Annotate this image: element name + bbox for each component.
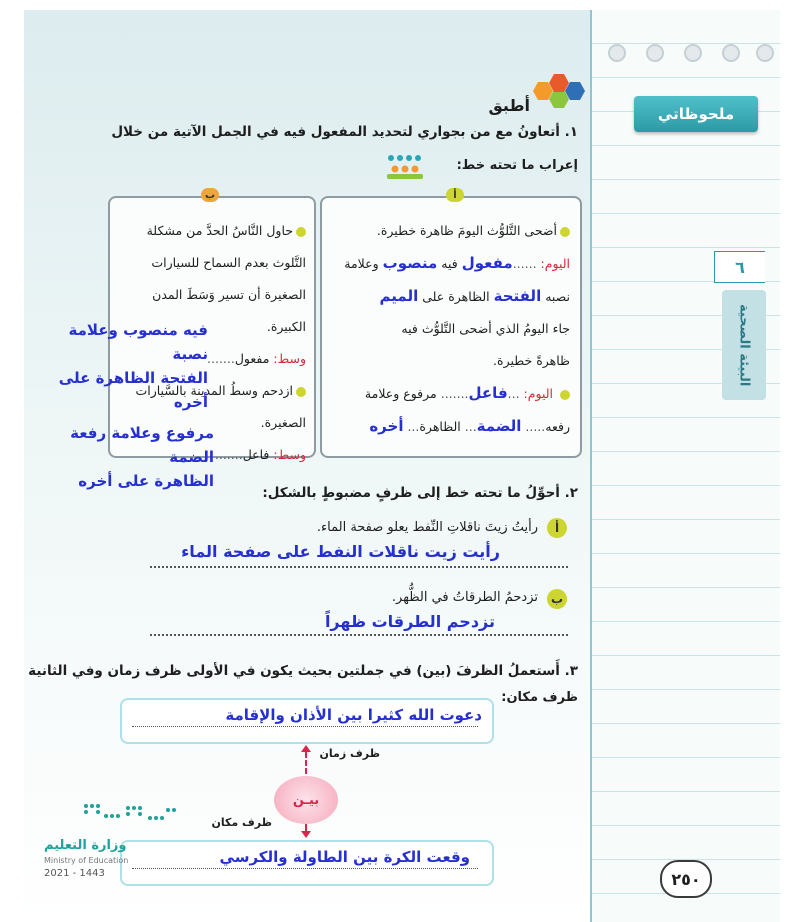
- card-a-sentence-1: أضحى التَّلوُّث اليومَ ظاهرة خطيرة.: [376, 223, 557, 238]
- card-a-answer-akhirih: أخره: [369, 417, 404, 435]
- handwritten-note-1: [48, 318, 208, 414]
- group-work-icon: [383, 152, 427, 180]
- q3-answer-1: دعوت الله كثيرا بين الأذان والإقامة: [225, 706, 482, 724]
- handwritten-note-2-line1: مرفوع وعلامة رفعة الضمة: [70, 424, 214, 466]
- handwritten-note-1-line1: فيه منصوب وعلامة نصبة: [68, 321, 208, 363]
- answer-line: [150, 566, 568, 568]
- card-a-text: نصبه: [545, 289, 570, 304]
- answer-line: [132, 868, 478, 869]
- card-b-sentence-1-l2: التَّلوث بعدم السماح للسيارات: [151, 255, 306, 270]
- unit-label: [722, 290, 766, 400]
- label-time-adverb: ظرف زمان: [319, 747, 380, 760]
- unit-name: البيئة الصحية: [736, 303, 752, 387]
- q2b-sentence: تزدحمُ الطرقاتُ في الظُّهر.: [391, 590, 538, 605]
- binder-ring: [722, 44, 740, 62]
- card-a-content: أضحى التَّلوُّث اليومَ ظاهرة خطيرة. اليوم: ......مفعول فيه منصوب وعلامة نصبه الفتحة الظاهرة على الميم جاء اليومُ الذي أضحى التَّلوُّث فيه ظاهرةً خطيرة. اليوم: ...فاعل....... مرفوع وعلامة رفعه..... الضمة... الظاهرة... أخره: [328, 215, 570, 443]
- card-a-word-1: اليوم:: [540, 256, 570, 271]
- binder-ring: [684, 44, 702, 62]
- edition-year: 2021 - 1443: [44, 868, 105, 879]
- q1-instruction: ١. أتعاونُ مع من بجواري لتحديد المفعول فيه في الجمل الآتية من خلال: [111, 124, 578, 140]
- card-b-word-1: وسط:: [273, 351, 306, 366]
- answer-line: [150, 634, 568, 636]
- card-b-word-2: وسط:: [273, 447, 306, 462]
- card-b-content: حاول النَّاسُ الحدَّ من مشكلة التَّلوث بعدم السماح للسيارات الصغيرة أن تسير وَسَطَ المدن الكبيرة. وسط: مفعول....... ازدحم وسطُ المدينة بالسَّيارات الصغيرة. وسط: فاعل.......: [114, 215, 306, 471]
- card-a-answer-damma: الضمة: [476, 417, 522, 435]
- q3-instruction-2: ظرف مكان:: [501, 690, 578, 705]
- card-b-text: مفعول: [234, 351, 270, 366]
- label-place-adverb: ظرف مكان: [211, 816, 272, 829]
- card-b-sentence-2: ازدحم وسطُ المدينة بالسَّيارات: [135, 383, 293, 398]
- card-a-text: رفعه: [545, 419, 570, 434]
- page-number: ٢٥٠: [660, 860, 712, 898]
- q2a-sentence: رأيتُ زيتَ ناقلاتِ النِّفط يعلو صفحة الماء.: [316, 520, 538, 535]
- card-a-sentence-2: جاء اليومُ الذي أضحى التَّلوُّث فيه: [401, 321, 570, 336]
- card-a-answer-mansoob: منصوب: [382, 254, 438, 272]
- arrow-down-icon: [301, 831, 311, 838]
- card-b-sentence-1: حاول النَّاسُ الحدَّ من مشكلة: [146, 223, 293, 238]
- card-a-answer-faael: فاعل: [468, 384, 508, 402]
- card-a-text: الظاهرة: [419, 419, 461, 434]
- q1-instruction-2: إعراب ما تحته خط:: [456, 158, 578, 173]
- q2-instruction: ٢. أحوِّلُ ما تحته خط إلى ظرفٍ مضبوطٍ بالشكل:: [262, 485, 578, 501]
- handwritten-note-2-line2: الظاهرة على أخره: [78, 472, 214, 490]
- answer-line: [132, 726, 478, 727]
- card-a-answer-fatha: الفتحة: [493, 287, 542, 305]
- card-a-badge: أ: [446, 188, 464, 202]
- handwritten-note-2: [50, 421, 214, 493]
- q2b-answer: تزدحم الطرقات ظهراً: [324, 612, 495, 631]
- card-a-text: وعلامة: [344, 256, 379, 271]
- card-b-text: فاعل: [242, 447, 270, 462]
- ministry-name-en: Ministry of Education: [44, 856, 129, 865]
- notes-column: [590, 10, 780, 922]
- q3-answer-2: وقعت الكرة بين الطاولة والكرسي: [219, 848, 470, 866]
- notes-title: ملحوظاتي: [634, 96, 758, 132]
- arrow-up-icon: [301, 745, 311, 752]
- card-b-sentence-1-l4: الكبيرة.: [266, 319, 306, 334]
- ministry-logo: [80, 800, 180, 832]
- q2a-answer: رأيت زيت ناقلات النفط على صفحة الماء: [181, 542, 500, 561]
- card-a-text: فيه: [441, 256, 458, 271]
- ministry-name-ar: وزارة التعليم: [44, 838, 127, 853]
- card-a-text: الظاهرة على: [422, 289, 490, 304]
- card-a-word-2: اليوم:: [523, 386, 554, 401]
- q2b-badge: ب: [547, 589, 567, 609]
- unit-number: ٦: [714, 251, 765, 283]
- connector-line: [305, 752, 307, 774]
- binder-ring: [646, 44, 664, 62]
- center-word: بيـن: [274, 776, 338, 824]
- binder-ring: [608, 44, 626, 62]
- card-b-badge: ب: [201, 188, 219, 202]
- section-title: أطبق: [488, 96, 530, 115]
- hexagons-icon: [531, 78, 591, 120]
- q2a-badge: أ: [547, 518, 567, 538]
- card-b-sentence-1-l3: الصغيرة أن تسير وَسَطَ المدن: [152, 287, 306, 302]
- card-a-text: مرفوع وعلامة: [364, 386, 437, 401]
- card-a-sentence-2b: ظاهرةً خطيرة.: [493, 353, 570, 368]
- card-b-sentence-2-l2: الصغيرة.: [260, 415, 306, 430]
- handwritten-note-1-line2: الفتحة الظاهرة على أخره: [58, 369, 208, 411]
- card-a-answer-meem: الميم: [379, 287, 419, 305]
- binder-ring: [756, 44, 774, 62]
- card-a-answer-mafool: مفعول: [461, 254, 513, 272]
- q3-instruction: ٣. أَستعملُ الظرفَ (بين) في جملتين بحيث يكون في الأولى ظرف زمان وفي الثانية: [28, 663, 578, 679]
